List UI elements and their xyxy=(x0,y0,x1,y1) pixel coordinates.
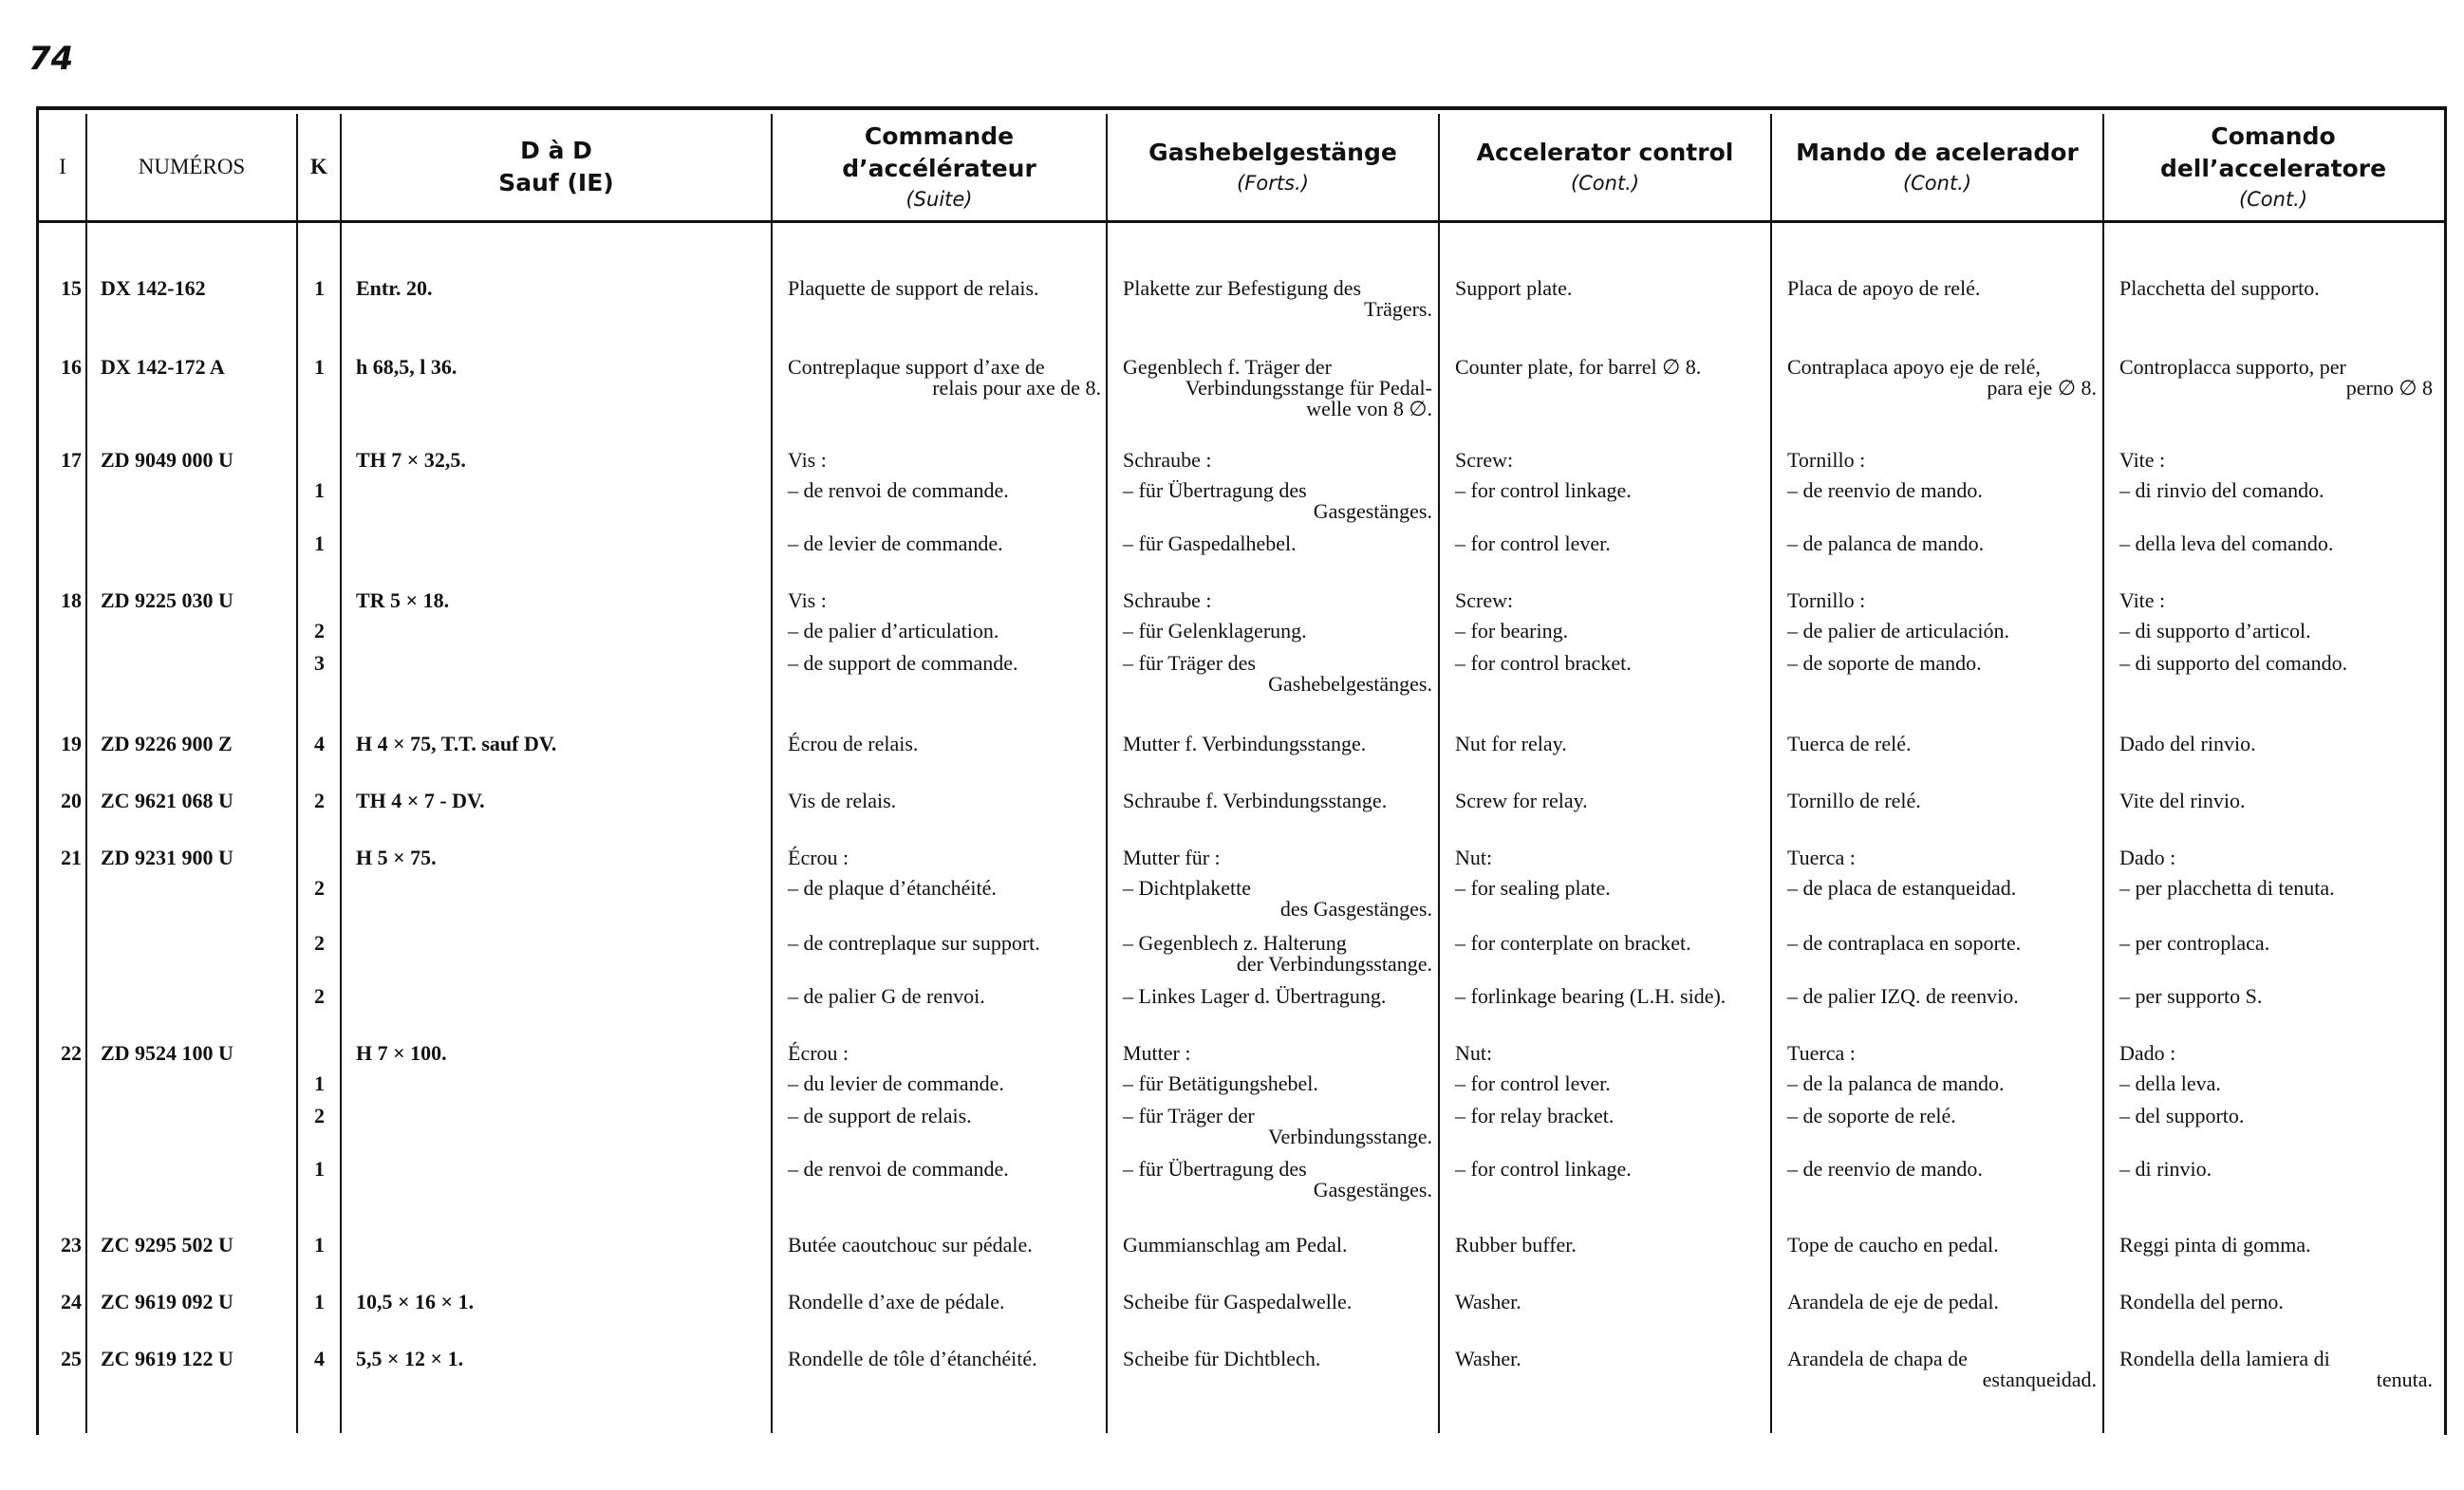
description-es: Placa de apoyo de relé. xyxy=(1787,276,1981,300)
column-divider xyxy=(771,114,773,1433)
quantity-k: 1 xyxy=(314,531,325,555)
description-fr: Vis de relais. xyxy=(788,789,897,812)
dad-spec: TR 5 × 18. xyxy=(356,588,450,612)
description-de: der Verbindungsstange. xyxy=(1236,952,1432,976)
header-dad-line2: Sauf (IE) xyxy=(498,169,614,196)
part-number: ZD 9049 000 U xyxy=(101,448,233,472)
header-es xyxy=(1772,114,2102,220)
description-de: Verbindungsstange. xyxy=(1268,1125,1432,1148)
description-en: Nut: xyxy=(1455,846,1493,869)
description-es: – de reenvio de mando. xyxy=(1787,1157,1983,1181)
quantity-k: 2 xyxy=(314,789,325,812)
row-index: 24 xyxy=(61,1290,82,1313)
description-es: Tope de caucho en pedal. xyxy=(1787,1233,1999,1257)
description-en: – for control linkage. xyxy=(1455,478,1632,502)
description-it: – di rinvio. xyxy=(2119,1157,2212,1181)
description-it: – per controplaca. xyxy=(2119,931,2270,955)
part-number: ZC 9619 122 U xyxy=(101,1347,233,1370)
header-fr-title: Commande d’accélérateur xyxy=(842,122,1036,182)
quantity-k: 1 xyxy=(314,1071,325,1095)
row-index: 21 xyxy=(61,846,82,869)
column-divider xyxy=(340,114,342,1433)
description-it: – della leva. xyxy=(2119,1071,2221,1095)
description-it: – per supporto S. xyxy=(2119,984,2263,1008)
header-fr xyxy=(773,114,1106,220)
description-en: Nut for relay. xyxy=(1455,732,1567,755)
description-es: Tuerca de relé. xyxy=(1787,732,1912,755)
part-number: ZD 9231 900 U xyxy=(101,846,233,869)
header-dad-line1: D à D xyxy=(520,137,592,164)
description-it: Vite : xyxy=(2119,588,2166,612)
description-de: – für Träger des xyxy=(1123,651,1256,675)
description-it: Rondella della lamiera di xyxy=(2119,1347,2330,1370)
description-es: estanqueidad. xyxy=(1982,1368,2097,1391)
description-de: Gashebelgestänges. xyxy=(1268,672,1432,696)
dad-spec: h 68,5, l 36. xyxy=(356,355,457,379)
description-es: para eje ∅ 8. xyxy=(1987,376,2097,400)
description-en: – for bearing. xyxy=(1455,619,1569,643)
quantity-k: 2 xyxy=(314,619,325,643)
row-index: 17 xyxy=(61,448,82,472)
description-de: Trägers. xyxy=(1364,297,1432,321)
description-de: Schraube f. Verbindungsstange. xyxy=(1123,789,1388,812)
row-index: 19 xyxy=(61,732,82,755)
header-divider xyxy=(38,220,2445,223)
description-fr: – de plaque d’étanchéité. xyxy=(788,876,997,900)
description-it: – di supporto del comando. xyxy=(2119,651,2348,675)
quantity-k: 1 xyxy=(314,1290,325,1313)
description-es: Tuerca : xyxy=(1787,846,1856,869)
dad-spec: Entr. 20. xyxy=(356,276,433,300)
dad-spec: 10,5 × 16 × 1. xyxy=(356,1290,475,1313)
column-divider xyxy=(2102,114,2104,1433)
page-number: 74 xyxy=(28,40,74,78)
dad-spec: TH 4 × 7 - DV. xyxy=(356,789,485,812)
part-number: ZD 9226 900 Z xyxy=(101,732,233,755)
description-de: Scheibe für Dichtblech. xyxy=(1123,1347,1321,1370)
description-de: – Linkes Lager d. Übertragung. xyxy=(1123,984,1387,1008)
description-en: Nut: xyxy=(1455,1041,1493,1065)
part-number: ZC 9295 502 U xyxy=(101,1233,233,1257)
description-it: – della leva del comando. xyxy=(2119,531,2334,555)
description-fr: – du levier de commande. xyxy=(788,1071,1004,1095)
description-en: – for control lever. xyxy=(1455,531,1611,555)
dad-spec: H 7 × 100. xyxy=(356,1041,447,1065)
quantity-k: 3 xyxy=(314,651,325,675)
quantity-k: 1 xyxy=(314,1157,325,1181)
description-es: – de la palanca de mando. xyxy=(1787,1071,2005,1095)
header-i xyxy=(40,114,85,220)
header-numeros-label: NUMÉROS xyxy=(138,155,246,178)
description-en: – forlinkage bearing (L.H. side). xyxy=(1455,984,1727,1008)
quantity-k: 1 xyxy=(314,355,325,379)
description-es: – de reenvio de mando. xyxy=(1787,478,1983,502)
description-it: tenuta. xyxy=(2376,1368,2433,1391)
quantity-k: 2 xyxy=(314,1104,325,1127)
description-fr: – de contreplaque sur support. xyxy=(788,931,1040,955)
description-it: perno ∅ 8 xyxy=(2345,376,2433,400)
description-es: Tuerca : xyxy=(1787,1041,1856,1065)
description-en: – for relay bracket. xyxy=(1455,1104,1615,1127)
description-es: – de palier IZQ. de reenvio. xyxy=(1787,984,2019,1008)
header-en-title: Accelerator control xyxy=(1476,139,1734,166)
part-number: ZD 9225 030 U xyxy=(101,588,233,612)
dad-spec: H 4 × 75, T.T. sauf DV. xyxy=(356,732,557,755)
column-divider xyxy=(85,114,87,1433)
row-index: 22 xyxy=(61,1041,82,1065)
part-number: DX 142-162 xyxy=(101,276,206,300)
description-en: Support plate. xyxy=(1455,276,1573,300)
description-es: – de soporte de mando. xyxy=(1787,651,1982,675)
column-divider xyxy=(296,114,298,1433)
header-it-line2: dell’acceleratore xyxy=(2159,155,2387,182)
quantity-k: 4 xyxy=(314,1347,325,1370)
description-de: – für Gaspedalhebel. xyxy=(1123,531,1297,555)
description-de: Gasgestänges. xyxy=(1313,1178,1432,1201)
part-number: ZC 9619 092 U xyxy=(101,1290,233,1313)
column-divider xyxy=(1770,114,1772,1433)
description-de: – für Betätigungshebel. xyxy=(1123,1071,1318,1095)
header-it xyxy=(2104,114,2442,220)
description-fr: – de support de relais. xyxy=(788,1104,972,1127)
description-it: – di rinvio del comando. xyxy=(2119,478,2324,502)
description-it: Vite : xyxy=(2119,448,2166,472)
header-de-title: Gashebelgestänge xyxy=(1148,139,1397,166)
description-en: – for conterplate on bracket. xyxy=(1455,931,1691,955)
header-numeros xyxy=(87,114,296,220)
part-number: DX 142-172 A xyxy=(101,355,225,379)
description-de: welle von 8 ∅. xyxy=(1306,397,1432,420)
description-fr: Plaquette de support de relais. xyxy=(788,276,1039,300)
description-fr: – de palier d’articulation. xyxy=(788,619,999,643)
description-de: Plakette zur Befestigung des xyxy=(1123,276,1362,300)
description-it: – per placchetta di tenuta. xyxy=(2119,876,2335,900)
description-fr: – de renvoi de commande. xyxy=(788,1157,1009,1181)
description-de: – Gegenblech z. Halterung xyxy=(1123,931,1347,955)
description-es: Arandela de eje de pedal. xyxy=(1787,1290,1999,1313)
description-fr: Butée caoutchouc sur pédale. xyxy=(788,1233,1033,1257)
description-de: – für Gelenklagerung. xyxy=(1123,619,1307,643)
description-en: – for control bracket. xyxy=(1455,651,1632,675)
description-de: des Gasgestänges. xyxy=(1279,897,1432,921)
description-fr: Rondelle d’axe de pédale. xyxy=(788,1290,1005,1313)
description-it: Controplacca supporto, per xyxy=(2119,355,2346,379)
description-de: – für Träger der xyxy=(1123,1104,1255,1127)
description-fr: Contreplaque support d’axe de xyxy=(788,355,1045,379)
row-index: 18 xyxy=(61,588,82,612)
column-divider xyxy=(1106,114,1108,1433)
description-en: Washer. xyxy=(1455,1347,1521,1370)
description-en: Screw: xyxy=(1455,448,1514,472)
description-en: Washer. xyxy=(1455,1290,1521,1313)
description-es: Tornillo : xyxy=(1787,448,1866,472)
description-de: – Dichtplakette xyxy=(1123,876,1252,900)
row-index: 16 xyxy=(61,355,82,379)
row-index: 15 xyxy=(61,276,82,300)
description-es: – de contraplaca en soporte. xyxy=(1787,931,2022,955)
header-de-sub: (Forts.) xyxy=(1237,172,1309,195)
row-index: 20 xyxy=(61,789,82,812)
description-it: Placchetta del supporto. xyxy=(2119,276,2320,300)
dad-spec: 5,5 × 12 × 1. xyxy=(356,1347,464,1370)
header-i-label: I xyxy=(59,155,66,178)
description-fr: Vis : xyxy=(788,588,827,612)
description-de: Mutter für : xyxy=(1123,846,1221,869)
header-dad xyxy=(342,114,771,220)
description-fr: – de palier G de renvoi. xyxy=(788,984,985,1008)
description-de: Gegenblech f. Träger der xyxy=(1123,355,1332,379)
description-it: Dado : xyxy=(2119,846,2176,869)
quantity-k: 2 xyxy=(314,984,325,1008)
description-en: – for sealing plate. xyxy=(1455,876,1611,900)
description-fr: – de levier de commande. xyxy=(788,531,1003,555)
description-en: Screw: xyxy=(1455,588,1514,612)
header-k xyxy=(298,114,340,220)
description-fr: Rondelle de tôle d’étanchéité. xyxy=(788,1347,1037,1370)
description-it: Dado : xyxy=(2119,1041,2176,1065)
dad-spec: H 5 × 75. xyxy=(356,846,437,869)
description-es: Tornillo : xyxy=(1787,588,1866,612)
part-number: ZD 9524 100 U xyxy=(101,1041,233,1065)
description-fr: Écrou : xyxy=(788,1041,849,1065)
description-en: – for control lever. xyxy=(1455,1071,1611,1095)
header-en-sub: (Cont.) xyxy=(1570,172,1640,195)
description-it: Vite del rinvio. xyxy=(2119,789,2246,812)
quantity-k: 1 xyxy=(314,276,325,300)
quantity-k: 2 xyxy=(314,931,325,955)
description-es: – de placa de estanqueidad. xyxy=(1787,876,2017,900)
quantity-k: 4 xyxy=(314,732,325,755)
quantity-k: 1 xyxy=(314,478,325,502)
description-de: Schraube : xyxy=(1123,448,1212,472)
header-en xyxy=(1440,114,1770,220)
part-number: ZC 9621 068 U xyxy=(101,789,233,812)
row-index: 23 xyxy=(61,1233,82,1257)
header-fr-sub: (Suite) xyxy=(905,188,973,211)
description-fr: Vis : xyxy=(788,448,827,472)
description-fr: – de support de commande. xyxy=(788,651,1018,675)
description-de: Mutter : xyxy=(1123,1041,1191,1065)
description-fr: relais pour axe de 8. xyxy=(932,376,1101,400)
header-it-sub: (Cont.) xyxy=(2238,188,2308,211)
description-de: – für Übertragung des xyxy=(1123,1157,1307,1181)
description-es: Tornillo de relé. xyxy=(1787,789,1921,812)
description-en: – for control linkage. xyxy=(1455,1157,1632,1181)
description-fr: – de renvoi de commande. xyxy=(788,478,1009,502)
header-it-line1: Comando xyxy=(2211,122,2336,150)
description-de: Gasgestänges. xyxy=(1313,499,1432,523)
header-es-sub: (Cont.) xyxy=(1902,172,1972,195)
description-en: Counter plate, for barrel ∅ 8. xyxy=(1455,355,1702,379)
description-de: Mutter f. Verbindungsstange. xyxy=(1123,732,1367,755)
description-it: Rondella del perno. xyxy=(2119,1290,2284,1313)
description-en: Rubber buffer. xyxy=(1455,1233,1577,1257)
description-es: Contraplaca apoyo eje de relé, xyxy=(1787,355,2041,379)
description-es: Arandela de chapa de xyxy=(1787,1347,1968,1370)
quantity-k: 1 xyxy=(314,1233,325,1257)
description-it: Reggi pinta di gomma. xyxy=(2119,1233,2311,1257)
description-es: – de palier de articulación. xyxy=(1787,619,2009,643)
header-de xyxy=(1108,114,1438,220)
header-es-title: Mando de acelerador xyxy=(1796,139,2079,166)
description-es: – de soporte de relé. xyxy=(1787,1104,1956,1127)
row-index: 25 xyxy=(61,1347,82,1370)
description-fr: Écrou : xyxy=(788,846,849,869)
header-k-label: K xyxy=(310,155,327,178)
description-de: Gummianschlag am Pedal. xyxy=(1123,1233,1348,1257)
description-it: – di supporto d’articol. xyxy=(2119,619,2311,643)
description-de: Scheibe für Gaspedalwelle. xyxy=(1123,1290,1353,1313)
description-it: Dado del rinvio. xyxy=(2119,732,2256,755)
description-de: Verbindungsstange für Pedal- xyxy=(1185,376,1432,400)
description-fr: Écrou de relais. xyxy=(788,732,919,755)
dad-spec: TH 7 × 32,5. xyxy=(356,448,466,472)
description-en: Screw for relay. xyxy=(1455,789,1588,812)
description-de: Schraube : xyxy=(1123,588,1212,612)
column-divider xyxy=(1438,114,1440,1433)
description-es: – de palanca de mando. xyxy=(1787,531,1985,555)
description-it: – del supporto. xyxy=(2119,1104,2245,1127)
description-de: – für Übertragung des xyxy=(1123,478,1307,502)
quantity-k: 2 xyxy=(314,876,325,900)
